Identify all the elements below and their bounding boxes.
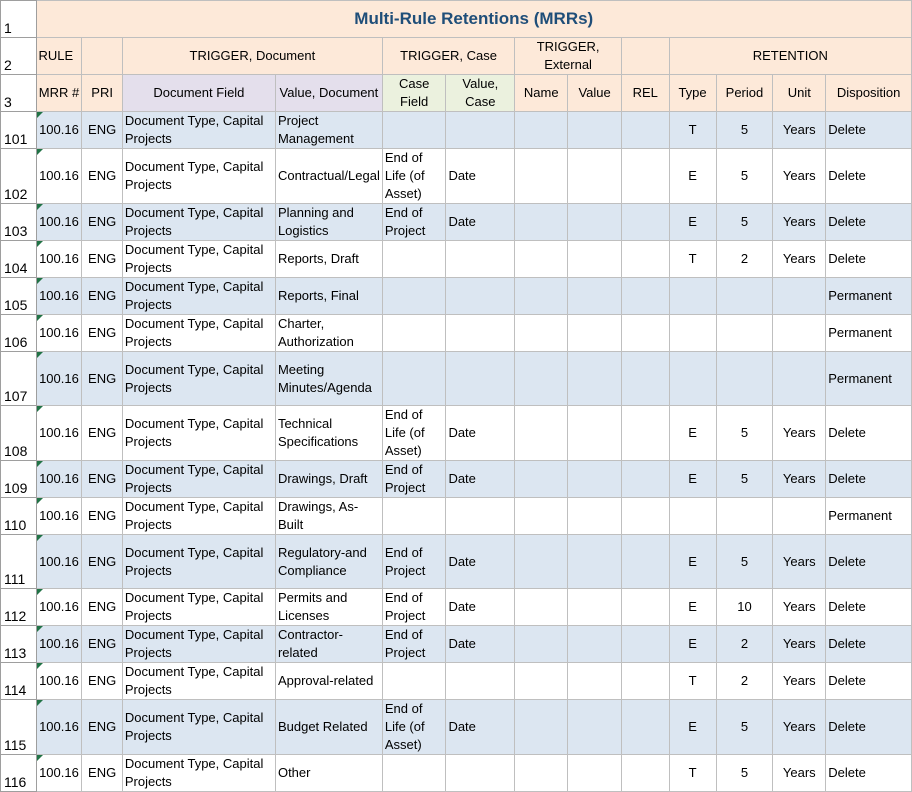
cell-mrr[interactable]: 100.16 xyxy=(36,406,82,461)
cell-unit[interactable]: Years xyxy=(773,626,826,663)
cell-value-document[interactable]: Permits and Licenses xyxy=(275,589,382,626)
cell-value-case[interactable] xyxy=(446,498,515,535)
cell-external-name[interactable] xyxy=(515,315,568,352)
cell-pri[interactable]: ENG xyxy=(82,352,122,406)
cell-case-field[interactable] xyxy=(382,498,446,535)
cell-document-field[interactable]: Document Type, Capital Projects xyxy=(122,461,275,498)
cell-unit[interactable]: Years xyxy=(773,406,826,461)
cell-rel[interactable] xyxy=(621,406,669,461)
cell-rel[interactable] xyxy=(621,498,669,535)
cell-mrr[interactable]: 100.16 xyxy=(36,149,82,204)
row-header[interactable]: 101 xyxy=(1,112,37,149)
table-row xyxy=(1,626,912,663)
cell-external-name[interactable] xyxy=(515,755,568,792)
cell-value-case[interactable]: Date xyxy=(446,461,515,498)
cell-type[interactable]: E xyxy=(669,406,716,461)
cell-rel[interactable] xyxy=(621,241,669,278)
group-rule[interactable]: RULE xyxy=(36,38,82,75)
cell-period[interactable]: 5 xyxy=(716,112,773,149)
cell-type[interactable]: T xyxy=(669,112,716,149)
cell-external-name[interactable] xyxy=(515,278,568,315)
cell-rel[interactable] xyxy=(621,112,669,149)
cell-case-field[interactable] xyxy=(382,112,446,149)
cell-external-value[interactable] xyxy=(568,535,622,589)
cell-value-document[interactable]: Charter, Authorization xyxy=(275,315,382,352)
cell-rel[interactable] xyxy=(621,626,669,663)
row-header[interactable]: 102 xyxy=(1,149,37,204)
cell-document-field[interactable]: Document Type, Capital Projects xyxy=(122,755,275,792)
cell-mrr[interactable]: 100.16 xyxy=(36,589,82,626)
col-header-unit[interactable]: Unit xyxy=(773,75,826,112)
cell-period[interactable]: 5 xyxy=(716,461,773,498)
cell-disposition[interactable]: Delete xyxy=(826,461,912,498)
row-header[interactable]: 106 xyxy=(1,315,37,352)
cell-document-field[interactable]: Document Type, Capital Projects xyxy=(122,352,275,406)
cell-external-value[interactable] xyxy=(568,112,622,149)
cell-external-name[interactable] xyxy=(515,700,568,755)
cell-period[interactable]: 5 xyxy=(716,755,773,792)
cell-external-name[interactable] xyxy=(515,406,568,461)
cell-external-value[interactable] xyxy=(568,352,622,406)
cell-type[interactable]: T xyxy=(669,755,716,792)
row-header[interactable]: 1 xyxy=(1,1,37,38)
cell-mrr[interactable]: 100.16 xyxy=(36,626,82,663)
cell-pri[interactable]: ENG xyxy=(82,315,122,352)
cell-period[interactable] xyxy=(716,352,773,406)
row-header[interactable]: 2 xyxy=(1,38,37,75)
cell-value-case[interactable] xyxy=(446,755,515,792)
cell-document-field[interactable]: Document Type, Capital Projects xyxy=(122,406,275,461)
table-row xyxy=(1,112,912,149)
cell-case-field[interactable]: End of Life (of Asset) xyxy=(382,406,446,461)
row-header[interactable]: 104 xyxy=(1,241,37,278)
cell-mrr[interactable]: 100.16 xyxy=(36,241,82,278)
cell-disposition[interactable]: Delete xyxy=(826,626,912,663)
cell-period[interactable]: 5 xyxy=(716,149,773,204)
cell-document-field[interactable]: Document Type, Capital Projects xyxy=(122,278,275,315)
col-header-period[interactable]: Period xyxy=(716,75,773,112)
col-header-value[interactable]: Value xyxy=(568,75,622,112)
cell-document-field[interactable]: Document Type, Capital Projects xyxy=(122,204,275,241)
cell-mrr[interactable]: 100.16 xyxy=(36,498,82,535)
cell-rel[interactable] xyxy=(621,663,669,700)
cell-unit[interactable]: Years xyxy=(773,589,826,626)
row-header[interactable]: 115 xyxy=(1,700,37,755)
cell-type[interactable] xyxy=(669,315,716,352)
cell-value-case[interactable]: Date xyxy=(446,700,515,755)
col-header-document-field[interactable]: Document Field xyxy=(122,75,275,112)
row-header[interactable]: 114 xyxy=(1,663,37,700)
cell-period[interactable]: 2 xyxy=(716,663,773,700)
cell-case-field[interactable]: End of Life (of Asset) xyxy=(382,149,446,204)
cell-external-value[interactable] xyxy=(568,461,622,498)
group-trigger-case[interactable]: TRIGGER, Case xyxy=(382,38,514,75)
cell-document-field[interactable]: Document Type, Capital Projects xyxy=(122,315,275,352)
cell-document-field[interactable]: Document Type, Capital Projects xyxy=(122,535,275,589)
cell-case-field[interactable]: End of Project xyxy=(382,589,446,626)
cell-value-document[interactable]: Technical Specifications xyxy=(275,406,382,461)
col-header-case-field[interactable]: Case Field xyxy=(382,75,446,112)
cell-period[interactable] xyxy=(716,278,773,315)
cell-pri[interactable]: ENG xyxy=(82,241,122,278)
cell-disposition[interactable]: Delete xyxy=(826,204,912,241)
cell-disposition[interactable]: Permanent xyxy=(826,498,912,535)
cell-case-field[interactable] xyxy=(382,315,446,352)
cell-unit[interactable]: Years xyxy=(773,461,826,498)
cell-value-case[interactable] xyxy=(446,278,515,315)
cell-value-case[interactable]: Date xyxy=(446,589,515,626)
cell-unit[interactable] xyxy=(773,315,826,352)
cell-case-field[interactable] xyxy=(382,278,446,315)
cell-case-field[interactable] xyxy=(382,663,446,700)
cell-mrr[interactable]: 100.16 xyxy=(36,700,82,755)
cell-mrr[interactable]: 100.16 xyxy=(36,112,82,149)
cell-external-value[interactable] xyxy=(568,406,622,461)
cell-unit[interactable]: Years xyxy=(773,112,826,149)
cell-rel[interactable] xyxy=(621,352,669,406)
cell-document-field[interactable]: Document Type, Capital Projects xyxy=(122,589,275,626)
table-row xyxy=(1,315,912,352)
cell-unit[interactable]: Years xyxy=(773,204,826,241)
cell-pri[interactable]: ENG xyxy=(82,755,122,792)
table-row xyxy=(1,278,912,315)
cell-pri[interactable]: ENG xyxy=(82,498,122,535)
table-row xyxy=(1,204,912,241)
cell-mrr[interactable]: 100.16 xyxy=(36,755,82,792)
cell-external-value[interactable] xyxy=(568,241,622,278)
row-header[interactable]: 105 xyxy=(1,278,37,315)
cell-case-field[interactable]: End of Project xyxy=(382,626,446,663)
group-trigger-external[interactable]: TRIGGER, External xyxy=(515,38,622,75)
cell-value-case[interactable]: Date xyxy=(446,149,515,204)
cell-external-name[interactable] xyxy=(515,241,568,278)
cell-value-document[interactable]: Contractual/Legal xyxy=(275,149,382,204)
cell-unit[interactable] xyxy=(773,498,826,535)
cell-type[interactable]: E xyxy=(669,535,716,589)
cell-value-case[interactable] xyxy=(446,352,515,406)
cell-value-document[interactable]: Budget Related xyxy=(275,700,382,755)
cell-rel[interactable] xyxy=(621,700,669,755)
cell-disposition[interactable]: Delete xyxy=(826,700,912,755)
cell-value-case[interactable]: Date xyxy=(446,535,515,589)
cell-type[interactable]: E xyxy=(669,149,716,204)
cell-external-name[interactable] xyxy=(515,663,568,700)
cell-disposition[interactable]: Permanent xyxy=(826,315,912,352)
cell-external-name[interactable] xyxy=(515,352,568,406)
cell-case-field[interactable] xyxy=(382,241,446,278)
cell-disposition[interactable]: Permanent xyxy=(826,352,912,406)
cell-pri[interactable]: ENG xyxy=(82,663,122,700)
cell-period[interactable]: 5 xyxy=(716,406,773,461)
col-header-rel[interactable]: REL xyxy=(621,75,669,112)
cell-document-field[interactable]: Document Type, Capital Projects xyxy=(122,149,275,204)
cell-disposition[interactable]: Delete xyxy=(826,663,912,700)
cell-mrr[interactable]: 100.16 xyxy=(36,663,82,700)
cell-type[interactable]: E xyxy=(669,589,716,626)
cell-mrr[interactable]: 100.16 xyxy=(36,535,82,589)
cell-document-field[interactable]: Document Type, Capital Projects xyxy=(122,241,275,278)
cell-unit[interactable] xyxy=(773,352,826,406)
cell-value-document[interactable]: Approval-related xyxy=(275,663,382,700)
cell-external-name[interactable] xyxy=(515,149,568,204)
row-header[interactable]: 108 xyxy=(1,406,37,461)
cell-value-document[interactable]: Project Management xyxy=(275,112,382,149)
cell-value-document[interactable]: Contractor-related xyxy=(275,626,382,663)
group-trigger-document[interactable]: TRIGGER, Document xyxy=(122,38,382,75)
cell-pri[interactable]: ENG xyxy=(82,589,122,626)
cell-rel[interactable] xyxy=(621,589,669,626)
cell-mrr[interactable]: 100.16 xyxy=(36,352,82,406)
cell-type[interactable]: T xyxy=(669,241,716,278)
table-row xyxy=(1,241,912,278)
cell-unit[interactable] xyxy=(773,278,826,315)
row-header[interactable]: 3 xyxy=(1,75,37,112)
cell-unit[interactable]: Years xyxy=(773,700,826,755)
group-empty[interactable] xyxy=(621,38,669,75)
cell-document-field[interactable]: Document Type, Capital Projects xyxy=(122,663,275,700)
cell-pri[interactable]: ENG xyxy=(82,461,122,498)
cell-pri[interactable]: ENG xyxy=(82,149,122,204)
cell-pri[interactable]: ENG xyxy=(82,278,122,315)
cell-case-field[interactable] xyxy=(382,352,446,406)
cell-period[interactable]: 5 xyxy=(716,700,773,755)
row-header[interactable]: 107 xyxy=(1,352,37,406)
cell-pri[interactable]: ENG xyxy=(82,535,122,589)
cell-external-value[interactable] xyxy=(568,700,622,755)
cell-value-document[interactable]: Planning and Logistics xyxy=(275,204,382,241)
cell-document-field[interactable]: Document Type, Capital Projects xyxy=(122,700,275,755)
cell-unit[interactable]: Years xyxy=(773,755,826,792)
cell-disposition[interactable]: Delete xyxy=(826,755,912,792)
row-header[interactable]: 109 xyxy=(1,461,37,498)
row-header[interactable]: 116 xyxy=(1,755,37,792)
cell-case-field[interactable]: End of Project xyxy=(382,535,446,589)
col-header-mrr[interactable]: MRR # xyxy=(36,75,82,112)
cell-value-document[interactable]: Drawings, As-Built xyxy=(275,498,382,535)
group-retention[interactable]: RETENTION xyxy=(669,38,911,75)
cell-type[interactable] xyxy=(669,278,716,315)
table-row xyxy=(1,700,912,755)
cell-case-field[interactable]: End of Project xyxy=(382,461,446,498)
cell-value-document[interactable]: Regulatory-and Compliance xyxy=(275,535,382,589)
cell-period[interactable]: 10 xyxy=(716,589,773,626)
cell-external-value[interactable] xyxy=(568,315,622,352)
cell-value-document[interactable]: Other xyxy=(275,755,382,792)
row-header[interactable]: 113 xyxy=(1,626,37,663)
table-row xyxy=(1,149,912,204)
row-header[interactable]: 110 xyxy=(1,498,37,535)
cell-external-name[interactable] xyxy=(515,589,568,626)
cell-rel[interactable] xyxy=(621,755,669,792)
cell-unit[interactable]: Years xyxy=(773,535,826,589)
cell-external-name[interactable] xyxy=(515,498,568,535)
cell-external-name[interactable] xyxy=(515,626,568,663)
col-header-type[interactable]: Type xyxy=(669,75,716,112)
cell-external-value[interactable] xyxy=(568,149,622,204)
cell-pri[interactable]: ENG xyxy=(82,204,122,241)
cell-period[interactable]: 5 xyxy=(716,535,773,589)
cell-mrr[interactable]: 100.16 xyxy=(36,461,82,498)
cell-value-case[interactable] xyxy=(446,112,515,149)
table-row xyxy=(1,755,912,792)
cell-disposition[interactable]: Delete xyxy=(826,589,912,626)
cell-external-value[interactable] xyxy=(568,663,622,700)
cell-pri[interactable]: ENG xyxy=(82,626,122,663)
cell-value-case[interactable] xyxy=(446,663,515,700)
cell-period[interactable] xyxy=(716,315,773,352)
cell-rel[interactable] xyxy=(621,149,669,204)
col-header-disposition[interactable]: Disposition xyxy=(826,75,912,112)
cell-document-field[interactable]: Document Type, Capital Projects xyxy=(122,112,275,149)
cell-pri[interactable]: ENG xyxy=(82,700,122,755)
cell-pri[interactable]: ENG xyxy=(82,112,122,149)
cell-value-case[interactable]: Date xyxy=(446,204,515,241)
cell-disposition[interactable]: Permanent xyxy=(826,278,912,315)
cell-disposition[interactable]: Delete xyxy=(826,535,912,589)
row-header[interactable]: 112 xyxy=(1,589,37,626)
cell-pri[interactable]: ENG xyxy=(82,406,122,461)
cell-document-field[interactable]: Document Type, Capital Projects xyxy=(122,626,275,663)
cell-external-name[interactable] xyxy=(515,112,568,149)
cell-value-case[interactable]: Date xyxy=(446,626,515,663)
cell-disposition[interactable]: Delete xyxy=(826,149,912,204)
cell-rel[interactable] xyxy=(621,461,669,498)
table-row xyxy=(1,589,912,626)
cell-external-name[interactable] xyxy=(515,461,568,498)
cell-type[interactable] xyxy=(669,498,716,535)
cell-external-name[interactable] xyxy=(515,535,568,589)
group-empty[interactable] xyxy=(82,38,122,75)
cell-unit[interactable]: Years xyxy=(773,149,826,204)
cell-value-document[interactable]: Meeting Minutes/Agenda xyxy=(275,352,382,406)
table-row xyxy=(1,498,912,535)
cell-mrr[interactable]: 100.16 xyxy=(36,315,82,352)
cell-external-value[interactable] xyxy=(568,498,622,535)
table-row xyxy=(1,352,912,406)
col-header-value-case[interactable]: Value, Case xyxy=(446,75,515,112)
col-header-pri[interactable]: PRI xyxy=(82,75,122,112)
cell-value-case[interactable] xyxy=(446,241,515,278)
cell-external-value[interactable] xyxy=(568,626,622,663)
cell-rel[interactable] xyxy=(621,535,669,589)
table-row xyxy=(1,406,912,461)
cell-mrr[interactable]: 100.16 xyxy=(36,204,82,241)
cell-external-value[interactable] xyxy=(568,755,622,792)
cell-unit[interactable]: Years xyxy=(773,241,826,278)
col-header-value-document[interactable]: Value, Document xyxy=(275,75,382,112)
cell-case-field[interactable]: End of Life (of Asset) xyxy=(382,700,446,755)
sheet-title[interactable]: Multi-Rule Retentions (MRRs) xyxy=(36,1,911,38)
table-row xyxy=(1,535,912,589)
cell-period[interactable]: 2 xyxy=(716,241,773,278)
cell-type[interactable]: E xyxy=(669,204,716,241)
cell-rel[interactable] xyxy=(621,204,669,241)
cell-value-document[interactable]: Reports, Final xyxy=(275,278,382,315)
table-row xyxy=(1,663,912,700)
cell-value-document[interactable]: Reports, Draft xyxy=(275,241,382,278)
cell-type[interactable] xyxy=(669,352,716,406)
cell-disposition[interactable]: Delete xyxy=(826,112,912,149)
cell-external-value[interactable] xyxy=(568,278,622,315)
row-header[interactable]: 103 xyxy=(1,204,37,241)
cell-case-field[interactable] xyxy=(382,755,446,792)
cell-period[interactable] xyxy=(716,498,773,535)
col-header-name[interactable]: Name xyxy=(515,75,568,112)
cell-value-case[interactable] xyxy=(446,315,515,352)
cell-rel[interactable] xyxy=(621,278,669,315)
cell-type[interactable]: T xyxy=(669,663,716,700)
cell-period[interactable]: 2 xyxy=(716,626,773,663)
cell-mrr[interactable]: 100.16 xyxy=(36,278,82,315)
cell-disposition[interactable]: Delete xyxy=(826,406,912,461)
cell-unit[interactable]: Years xyxy=(773,663,826,700)
cell-external-name[interactable] xyxy=(515,204,568,241)
cell-type[interactable]: E xyxy=(669,461,716,498)
cell-case-field[interactable]: End of Project xyxy=(382,204,446,241)
cell-disposition[interactable]: Delete xyxy=(826,241,912,278)
cell-rel[interactable] xyxy=(621,315,669,352)
cell-type[interactable]: E xyxy=(669,700,716,755)
cell-external-value[interactable] xyxy=(568,204,622,241)
row-header[interactable]: 111 xyxy=(1,535,37,589)
cell-type[interactable]: E xyxy=(669,626,716,663)
cell-value-document[interactable]: Drawings, Draft xyxy=(275,461,382,498)
cell-external-value[interactable] xyxy=(568,589,622,626)
cell-period[interactable]: 5 xyxy=(716,204,773,241)
cell-value-case[interactable]: Date xyxy=(446,406,515,461)
cell-document-field[interactable]: Document Type, Capital Projects xyxy=(122,498,275,535)
table-row xyxy=(1,461,912,498)
